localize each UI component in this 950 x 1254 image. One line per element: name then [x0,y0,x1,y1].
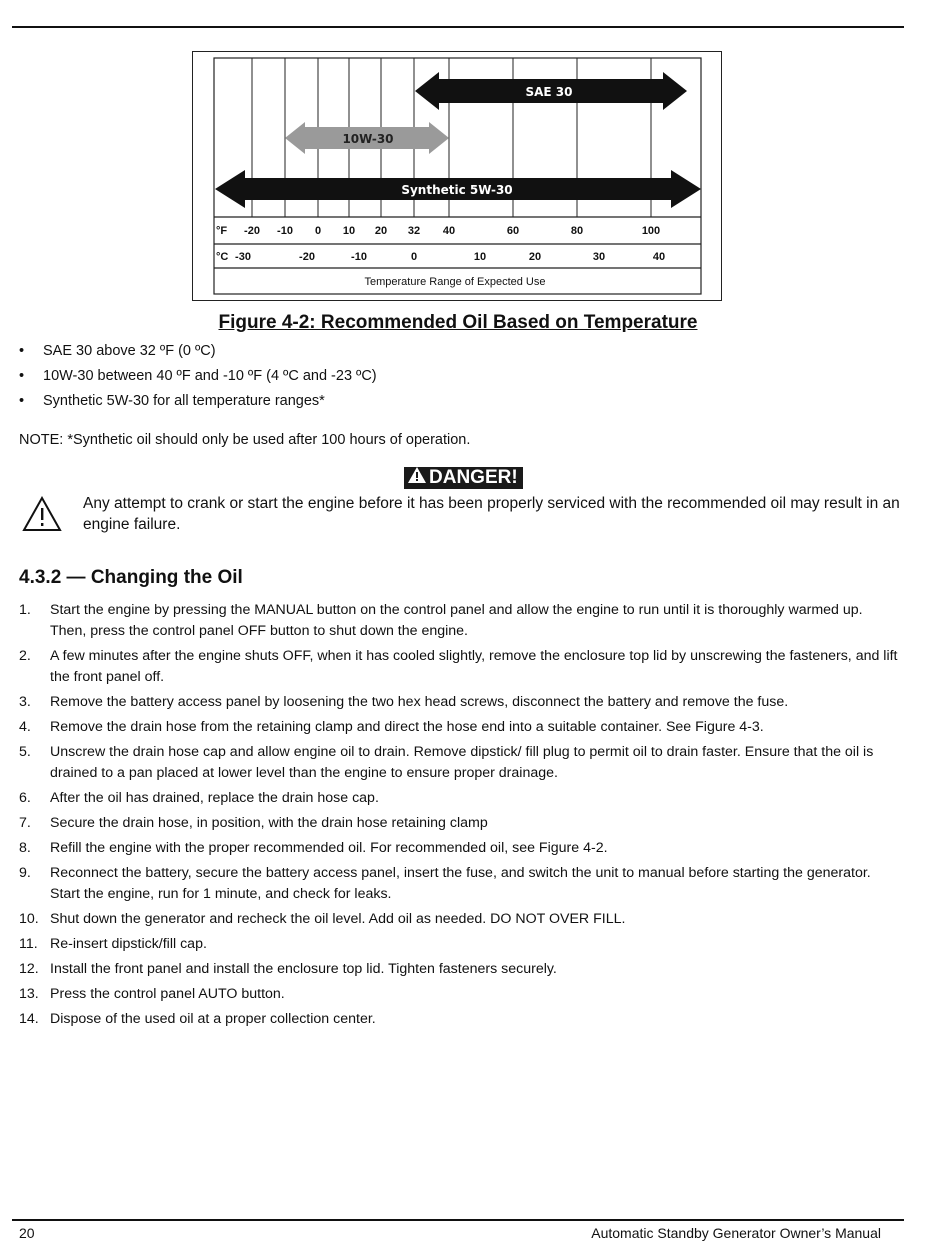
list-item [19,341,899,366]
step-item [19,863,899,905]
step-number: 11. [19,936,38,952]
step-text: Secure the drain hose, in position, with the drain hose retaining clamp [50,815,488,831]
step-text: A few minutes after the engine shuts OFF, when it has cooled slightly, remove the enclosure top lid by unscrewing the fasteners, and lift the front panel off. [50,648,898,685]
step-item [19,1009,899,1030]
step-text: Unscrew the drain hose cap and allow engine oil to drain. Remove dipstick/ fill plug to permit oil to drain faster. Ensure that the oil is drained to a pan placed at lower level than the engine to ensure proper drainage. [50,744,874,781]
step-item [19,646,899,688]
step-item [19,600,899,642]
list-item-text: Synthetic 5W-30 for all temperature ranges* [43,393,325,409]
caution-triangle-icon [22,496,62,537]
step-text: Refill the engine with the proper recommended oil. For recommended oil, see Figure 4-2. [50,840,608,856]
oil-chart-svg [193,52,721,300]
step-number: 8. [19,840,31,856]
celsius-tick-label: 0 [410,251,418,263]
step-number: 10. [19,911,39,927]
celsius-tick-label: 40 [652,251,666,263]
list-item [19,391,899,416]
top-rule [12,26,904,28]
warning-triangle-icon [408,467,426,489]
10w30-label: 10W-30 [342,132,394,146]
step-number: 6. [19,790,31,806]
list-item [19,366,899,391]
step-number: 1. [19,602,31,618]
bullet-dot: • [19,368,25,384]
fahrenheit-tick-label: 32 [407,225,421,237]
fahrenheit-unit: °F [216,225,228,237]
page-number: 20 [19,1225,35,1241]
step-item [19,984,899,1005]
step-item [19,934,899,955]
celsius-unit: °C [216,251,229,263]
step-item [19,909,899,930]
list-item-text: 10W-30 between 40 ºF and -10 ºF (4 ºC and -23 ºC) [43,368,377,384]
step-item [19,692,899,713]
step-number: 4. [19,719,31,735]
oil-recommendation-list [19,341,899,416]
celsius-tick-label: -10 [351,251,367,263]
step-number: 12. [19,961,39,977]
fahrenheit-tick-label: 20 [374,225,388,237]
fahrenheit-tick-label: 100 [641,225,661,237]
fahrenheit-tick-label: 10 [342,225,356,237]
step-text: Start the engine by pressing the MANUAL button on the control panel and allow the engine to run until it is thoroughly warmed up. Then, press the control panel OFF button to shut down the engine. [50,602,863,639]
step-item [19,742,899,784]
fahrenheit-tick-label: 40 [442,225,456,237]
step-item [19,788,899,809]
oil-change-steps [19,600,899,1034]
list-item-text: SAE 30 above 32 ºF (0 ºC) [43,343,216,359]
bullet-dot: • [19,343,25,359]
bullet-dot: • [19,393,25,409]
manual-title: Automatic Standby Generator Owner’s Manual [591,1225,881,1241]
fahrenheit-tick-label: 60 [506,225,520,237]
fahrenheit-tick-label: -20 [244,225,260,237]
figure-caption: Figure 4-2: Recommended Oil Based on Temperature [218,312,698,333]
step-number: 14. [19,1011,39,1027]
step-number: 3. [19,694,31,710]
synthetic-oil-note: NOTE: *Synthetic oil should only be used after 100 hours of operation. [19,432,471,448]
celsius-tick-label: -20 [299,251,315,263]
step-item [19,959,899,980]
section-heading: 4.3.2 — Changing the Oil [19,567,243,588]
step-text: Reconnect the battery, secure the battery access panel, insert the fuse, and switch the unit to manual before starting the generator. Start the engine, run for 1 minute, and check for leaks. [50,865,871,902]
fahrenheit-tick-label: 0 [314,225,322,237]
fahrenheit-tick-label: -10 [277,225,293,237]
celsius-tick-label: 10 [473,251,487,263]
step-text: Shut down the generator and recheck the oil level. Add oil as needed. DO NOT OVER FILL. [50,911,626,927]
range-label: Temperature Range of Expected Use [364,276,546,288]
danger-label: DANGER! [429,467,518,488]
step-number: 7. [19,815,31,831]
celsius-tick-label: 30 [592,251,606,263]
celsius-tick-label: 20 [528,251,542,263]
step-number: 9. [19,865,31,881]
step-item [19,838,899,859]
step-text: After the oil has drained, replace the drain hose cap. [50,790,379,806]
danger-message: Any attempt to crank or start the engine before it has been properly serviced with the recommended oil may result in an engine failure. [83,495,900,533]
celsius-tick-label: -30 [235,251,251,263]
step-text: Press the control panel AUTO button. [50,986,285,1002]
step-text: Install the front panel and install the enclosure top lid. Tighten fasteners securely. [50,961,557,977]
step-number: 13. [19,986,39,1002]
step-text: Remove the drain hose from the retaining clamp and direct the hose end into a suitable container. See Figure 4-3. [50,719,764,735]
danger-badge [404,467,523,489]
sae30-label: SAE 30 [525,85,573,99]
step-text: Dispose of the used oil at a proper collection center. [50,1011,376,1027]
footer-rule [12,1219,904,1221]
fahrenheit-tick-label: 80 [570,225,584,237]
oil-temperature-figure [192,51,722,301]
step-text: Re-insert dipstick/fill cap. [50,936,207,952]
step-number: 2. [19,648,31,664]
step-number: 5. [19,744,31,760]
step-text: Remove the battery access panel by loosening the two hex head screws, disconnect the battery and remove the fuse. [50,694,789,710]
step-item [19,717,899,738]
step-item [19,813,899,834]
synthetic-label: Synthetic 5W-30 [401,183,513,197]
